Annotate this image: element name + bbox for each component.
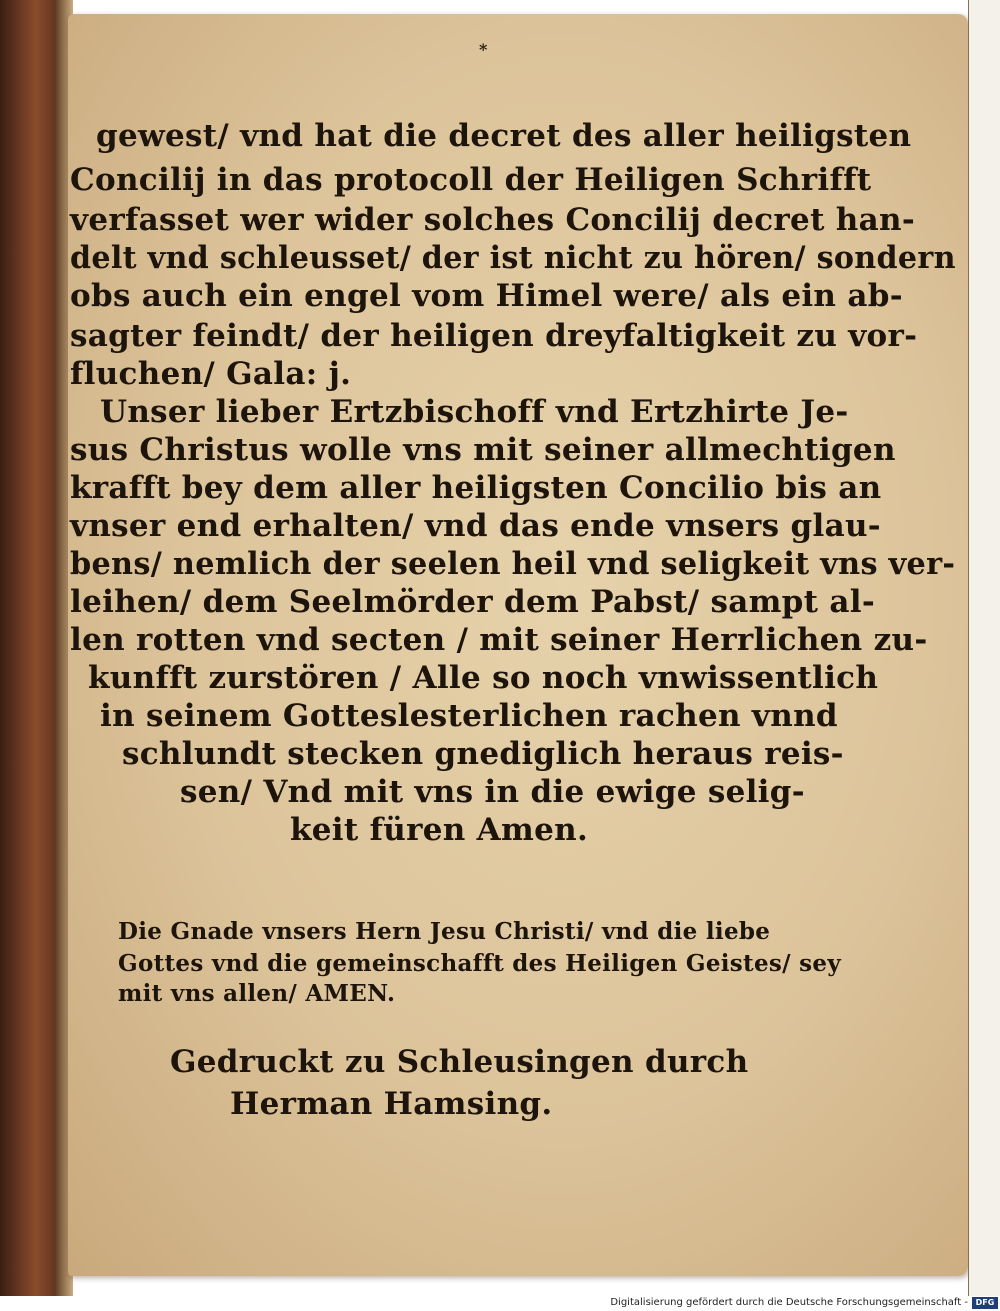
body-line: Concilij in das protocoll der Heiligen Schrifft [70,162,872,198]
body-line: keit füren Amen. [290,812,589,848]
funding-credit-text: Digitalisierung gefördert durch die Deutsche Forschungsgemeinschaft - [610,1297,968,1308]
funding-footer [600,1296,1000,1311]
dfg-logo: DFG [972,1297,998,1309]
imprint-line: Gedruckt zu Schleusingen durch [170,1044,749,1080]
blessing-line: Die Gnade vnsers Hern Jesu Christi/ vnd die liebe [118,918,771,945]
body-line: krafft bey dem aller heiligsten Concilio bis an [70,470,882,506]
scan-margin-strip [968,0,1000,1296]
body-line: Unser lieber Ertzbischoff vnd Ertzhirte Je- [100,394,849,430]
blessing-line: Gottes vnd die gemeinschafft des Heiligen Geistes/ sey [118,950,842,977]
body-line: sen/ Vnd mit vns in die ewige selig- [180,774,805,810]
page-ornament-mark: * [479,40,488,59]
body-line: in seinem Gotteslesterlichen rachen vnnd [100,698,838,734]
body-line: delt vnd schleusset/ der ist nicht zu hören/ sondern [70,240,956,276]
body-line: bens/ nemlich der seelen heil vnd seligkeit vns ver- [70,546,956,582]
body-line: obs auch ein engel vom Himel were/ als ein ab- [70,278,903,314]
body-line: kunfft zurstören / Alle so noch vnwissentlich [88,660,879,696]
body-line: sagter feindt/ der heiligen dreyfaltigkeit zu vor- [70,318,918,354]
body-line: vnser end erhalten/ vnd das ende vnsers glau- [70,508,881,544]
body-line: verfasset wer wider solches Concilij decret han- [70,202,916,238]
body-line: schlundt stecken gnediglich heraus reis- [122,736,844,772]
book-binding-leather [0,0,60,1296]
imprint-line: Herman Hamsing. [230,1086,553,1122]
body-line: leihen/ dem Seelmörder dem Pabst/ sampt al- [70,584,876,620]
body-line: len rotten vnd secten / mit seiner Herrlichen zu- [70,622,928,658]
body-line: gewest/ vnd hat die decret des aller heiligsten [96,118,912,154]
blessing-line: mit vns allen/ AMEN. [118,980,396,1007]
body-line: fluchen/ Gala: j. [70,356,352,392]
body-line: sus Christus wolle vns mit seiner allmechtigen [70,432,896,468]
